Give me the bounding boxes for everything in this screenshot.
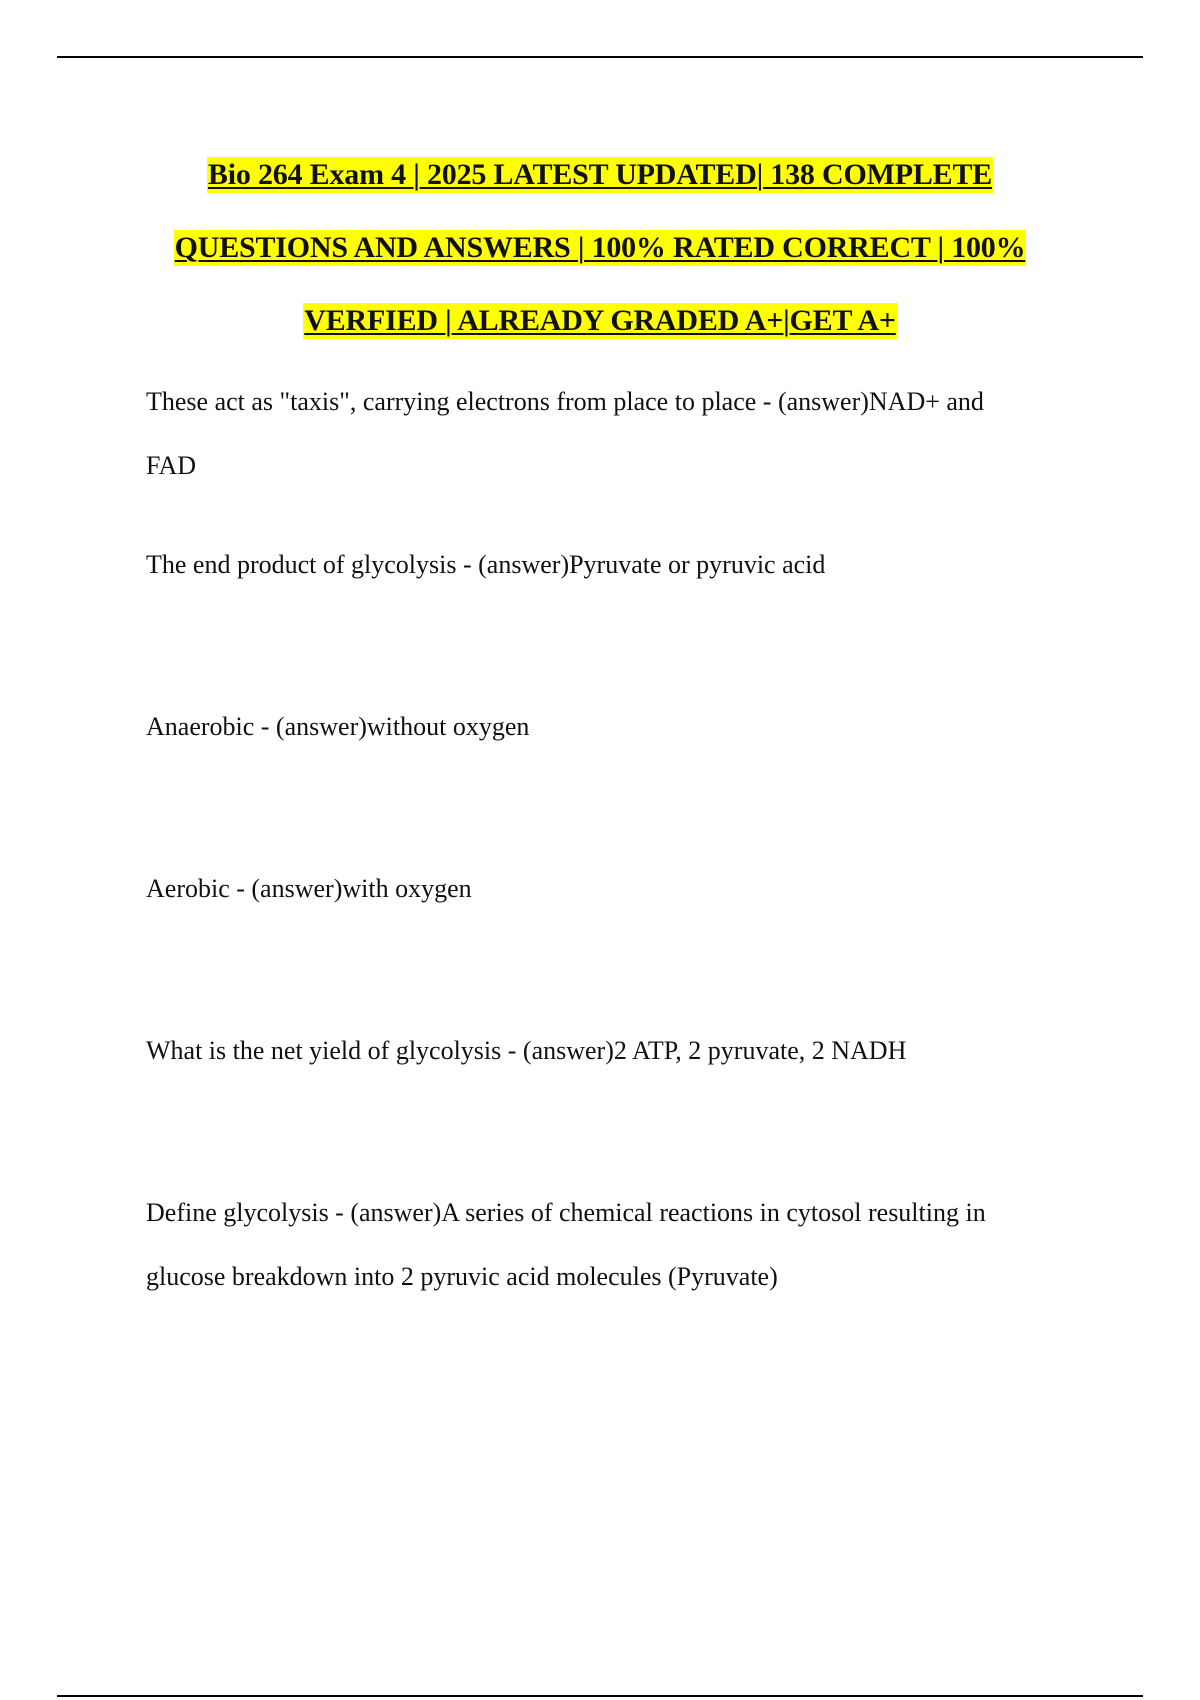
title-line-1: Bio 264 Exam 4 | 2025 LATEST UPDATED| 138 COMPLETE: [207, 158, 993, 191]
qa-text: Anaerobic - (answer)without oxygen: [146, 712, 530, 741]
qa-item: [146, 695, 1066, 857]
qa-item: [146, 1019, 1066, 1181]
title-line-3: VERFIED | ALREADY GRADED A+|GET A+: [304, 304, 896, 337]
qa-text: Define glycolysis - (answer)A series of chemical reactions in cytosol resulting in: [146, 1198, 986, 1227]
qa-item: [146, 533, 1066, 695]
qa-text-continued: FAD: [146, 451, 197, 480]
qa-item: [146, 370, 1066, 533]
qa-list: [146, 370, 1066, 1309]
qa-text: What is the net yield of glycolysis - (answer)2 ATP, 2 pyruvate, 2 NADH: [146, 1036, 907, 1065]
qa-text-continued: glucose breakdown into 2 pyruvic acid molecules (Pyruvate): [146, 1262, 778, 1291]
title-line-2: QUESTIONS AND ANSWERS | 100% RATED CORRECT | 100%: [174, 231, 1026, 264]
qa-item: [146, 857, 1066, 1019]
qa-text: These act as "taxis", carrying electrons from place to place - (answer)NAD+ and: [146, 387, 984, 416]
qa-item: [146, 1181, 1066, 1309]
header-rule: [57, 56, 1143, 58]
qa-text: Aerobic - (answer)with oxygen: [146, 874, 472, 903]
document-title: [0, 138, 1200, 357]
qa-text: The end product of glycolysis - (answer)Pyruvate or pyruvic acid: [146, 550, 826, 579]
footer-rule: [57, 1695, 1143, 1697]
